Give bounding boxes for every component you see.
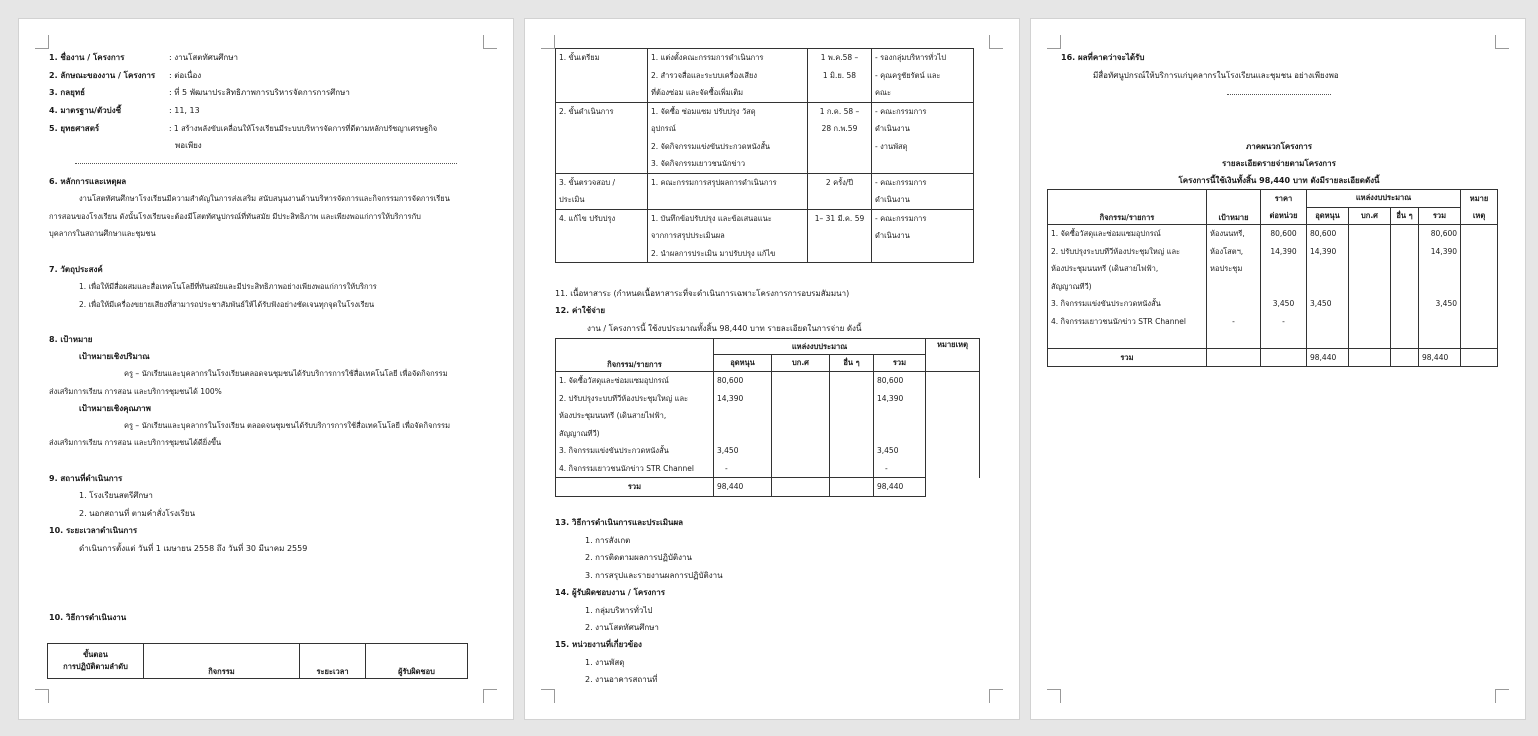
table-header-cell: ผู้รับผิดชอบ [366,644,468,679]
paragraph-line: การสอนของโรงเรียน ดังนั้นโรงเรียนจะต้องมีโสตทัศนูปกรณ์ที่ทันสมัย มีประสิทธิภาพ และเพียงพอแก่การให้บริการกับ [49,212,421,221]
item-value: : 11, 13 [169,106,200,115]
table-header-cell: กิจกรรม/รายการ [556,339,714,372]
item-label: 5. ยุทธศาสตร์ [49,124,100,133]
appendix-subtitle: รายละเอียดรายจ่ายตามโครงการ [1222,159,1336,168]
appendix-budget-table [1047,189,1498,367]
crop-mark [1495,35,1509,49]
table-header-cell: รวม [874,355,926,372]
table-header-cell: เป้าหมาย [1207,190,1261,225]
section-title: 10. วิธีการดำเนินงาน [49,613,127,622]
paragraph-line: มีสื่อทัศนูปกรณ์ให้บริการแก่บุคลากรในโรงเรียนและชุมชน อย่างเพียงพอ [1093,71,1339,80]
section-title: 15. หน่วยงานที่เกี่ยวข้อง [555,640,642,649]
table-row: 4. แก้ไข ปรับปรุง 1. บันทึกข้อปรับปรุง และข้อเสนอแนะ จากการสรุปประเมินผล 2. นำผลการประเมิน มาปรับปรุง แก้ไข 1– 31 มี.ค. 59 - คณะกรรมการ ดำเนินงาน [556,209,974,263]
appendix-total: โครงการนี้ใช้เงินทั้งสิ้น 98,440 บาท ดังมีรายละเอียดดังนี้ [1178,176,1380,185]
item-label: 4. มาตรฐาน/ตัวบ่งชี้ [49,106,122,115]
item-label: 2. ลักษณะของงาน / โครงการ [49,71,156,80]
crop-mark [35,689,49,703]
section-title: 9. สถานที่ดำเนินการ [49,474,123,483]
section-title: 13. วิธีการดำเนินการและประเมินผล [555,518,684,527]
section-title: 8. เป้าหมาย [49,335,93,344]
section-title: 14. ผู้รับผิดชอบงาน / โครงการ [555,588,666,597]
crop-mark [483,35,497,49]
list-item: 2. นอกสถานที่ ตามคำสั่งโรงเรียน [79,509,196,518]
list-item: 1. เพื่อให้มีสื่อผสมและสื่อเทคโนโลยีที่ทันสมัยและมีประสิทธิภาพอย่างเพียงพอแก่การให้บริการ [79,282,377,291]
paragraph-line: ครู – นักเรียนและบุคลากรในโรงเรียน ตลอดจนชุมชนได้รับบริการการใช้สื่อเทคโนโลยี เพื่อจัดกิจกรรม [124,421,451,430]
crop-mark [989,35,1003,49]
table-header-cell: ราคา ต่อหน่วย [1261,190,1307,225]
table-header-cell: รวม [1419,207,1461,225]
table-header-cell: กิจกรรม [144,644,300,679]
table-row: 2. ขั้นดำเนินการ 1. จัดซื้อ ซ่อมแซม ปรับปรุง วัสดุ อุปกรณ์ 2. จัดกิจกรรมแข่งขันประกวดหนังสั้น 3. จัดกิจกรรมเยาวชนนักข่าว 1 ก.ค. 58 – 28 ก.พ.59 - คณะกรรมการ ดำเนินงาน - งานพัสดุ [556,102,974,173]
table-header-cell: ขั้นตอน การปฏิบัติตามลำดับ [48,644,144,679]
document-page-3 [1030,18,1526,720]
item-label: 3. กลยุทธ์ [49,88,85,97]
list-item: 3. การสรุปและรายงานผลการปฏิบัติงาน [585,571,723,580]
list-item: 2. งานอาคารสถานที่ [585,675,658,684]
table-header-cell: อุดหนุน [714,355,772,372]
paragraph-line: งานโสตทัศนศึกษาโรงเรียนมีความสำคัญในการส่งเสริม สนับสนุนงานด้านบริหารจัดการและกิจกรรมการจัดการเรียน [79,194,450,203]
list-item: 2. การติดตามผลการปฏิบัติงาน [585,553,692,562]
item-value: : ต่อเนื่อง [169,71,202,80]
procedure-table [555,48,974,263]
table-header-cell: แหล่งงบประมาณ [1307,190,1461,208]
crop-mark [35,35,49,49]
list-item: 1. โรงเรียนสตรีศึกษา [79,491,153,500]
item-value: : งานโสตทัศนศึกษา [169,53,238,62]
table-header-cell: อื่น ๆ [830,355,874,372]
section-title: 10. ระยะเวลาดำเนินการ [49,526,138,535]
table-header-cell: หมายเหตุ [926,339,980,372]
item-label: 1. ชื่องาน / โครงการ [49,53,125,62]
section-title: 16. ผลที่คาดว่าจะได้รับ [1061,53,1145,62]
crop-mark [541,35,555,49]
crop-mark [1495,689,1509,703]
crop-mark [541,689,555,703]
section-title: 12. ค่าใช้จ่าย [555,306,606,315]
item-value-cont: พอเพียง [175,141,202,150]
appendix-title: ภาคผนวกโครงการ [1245,142,1313,151]
crop-mark [483,689,497,703]
table-header-cell: บก.ศ [772,355,830,372]
paragraph-line: ส่งเสริมการเรียน การสอน และบริการชุมชนได้ดียิ่งขึ้น [49,438,222,447]
list-item: 2. งานโสตทัศนศึกษา [585,623,659,632]
crop-mark [1047,689,1061,703]
section-title: 6. หลักการและเหตุผล [49,177,127,186]
table-row: 1. ขั้นเตรียม 1. แต่งตั้งคณะกรรมการดำเนินการ 2. สำรวจสื่อและระบบเครื่องเสียง ที่ต้องซ่อม และจัดซื้อเพิ่มเติม 1 พ.ค.58 – 1 มิ.ย. 58 - รองกลุ่มบริหารทั่วไป - คุณครูชัยรัตน์ และ คณะ [556,49,974,103]
table-total-row: รวม 98,440 98,440 [1048,348,1498,367]
list-item: 2. เพื่อให้มีเครื่องขยายเสียงที่สามารถประชาสัมพันธ์ให้ได้รับฟังอย่างชัดเจนทุกจุดในโรงเรียน [79,300,375,309]
table-row: 1. จัดซื้อวัสดุและซ่อมแซมอุปกรณ์ 2. ปรับปรุงระบบทีวีห้องประชุมใหญ่ และ ห้องประชุมนนทรี (เดินสายไฟฟ้า, สัญญาณทีวี) 3. กิจกรรมแข่งขันประกวดหนังสั้น 4. กิจกรรมเยาวชนนักข่าว STR Channel 80,600 14,390 3,450 - 80,600 14,390 3,450 - [556,372,980,478]
crop-mark [989,689,1003,703]
dotted-separator [1227,94,1331,95]
paragraph-line: งาน / โครงการนี้ ใช้งบประมาณทั้งสิ้น 98,440 บาท รายละเอียดในการจ่าย ดังนี้ [587,324,862,333]
dotted-separator [75,163,457,164]
item-value: : 1 สร้างพลังขับเคลื่อนให้โรงเรียนมีระบบบริหารจัดการที่ดีตามหลักปรัชญาเศรษฐกิจ [169,124,438,133]
table-header-cell: แหล่งงบประมาณ [714,339,926,355]
document-page-1 [18,18,514,720]
list-item: 1. กลุ่มบริหารทั่วไป [585,606,653,615]
list-item: 1. การสังเกต [585,536,631,545]
table-header-cell: อื่น ๆ [1391,207,1419,225]
list-item: 1. งานพัสดุ [585,658,625,667]
section-title: 11. เนื้อหาสาระ (กำหนดเนื้อหาสาระที่จะดำเนินการเฉพาะโครงการการอบรมสัมมนา) [555,289,850,298]
crop-mark [1047,35,1061,49]
section-title: 7. วัตถุประสงค์ [49,265,103,274]
table-row: 3. ขั้นตรวจสอบ / ประเมิน 1. คณะกรรมการสรุปผลการดำเนินการ 2 ครั้ง/ปี - คณะกรรมการ ดำเนินงาน [556,173,974,209]
paragraph-line: ครู – นักเรียนและบุคลากรในโรงเรียนตลอดจนชุมชนได้รับบริการการใช้สื่อเทคโนโลยี เพื่อจัดกิจกรรม [124,369,448,378]
budget-table [555,338,980,497]
table-header-cell: อุดหนุน [1307,207,1349,225]
table-header-cell: บก.ศ [1349,207,1391,225]
paragraph-line: ส่งเสริมการเรียน การสอน และบริการชุมชนได้ 100% [49,387,222,396]
document-page-2 [524,18,1020,720]
subsection-title: เป้าหมายเชิงคุณภาพ [79,404,151,413]
table-header-cell: กิจกรรม/รายการ [1048,190,1207,225]
procedure-table-header [47,643,468,679]
item-value: : ที่ 5 พัฒนาประสิทธิภาพการบริหารจัดการการศึกษา [169,88,350,97]
table-header-cell: ระยะเวลา [300,644,366,679]
table-total-row: รวม 98,440 98,440 [556,478,980,497]
paragraph-line: บุคลากรในสถานศึกษาและชุมชน [49,229,156,238]
table-header-cell: หมาย เหตุ [1461,190,1498,225]
table-row: 1. จัดซื้อวัสดุและซ่อมแซมอุปกรณ์ 2. ปรับปรุงระบบทีวีห้องประชุมใหญ่ และ ห้องประชุมนนทรี (เดินสายไฟฟ้า, สัญญาณทีวี) 3. กิจกรรมแข่งขันประกวดหนังสั้น 4. กิจกรรมเยาวชนนักข่าว STR Channel ห้องนนทรี, ห้องโสตฯ, หอประชุม - 80,600 14,390 3,450 - 80,600 14,390 3,450 80,600 14,390 3,450 [1048,225,1498,349]
subsection-title: เป้าหมายเชิงปริมาณ [79,352,150,361]
paragraph-line: ดำเนินการตั้งแต่ วันที่ 1 เมษายน 2558 ถึง วันที่ 30 มีนาคม 2559 [79,544,308,553]
